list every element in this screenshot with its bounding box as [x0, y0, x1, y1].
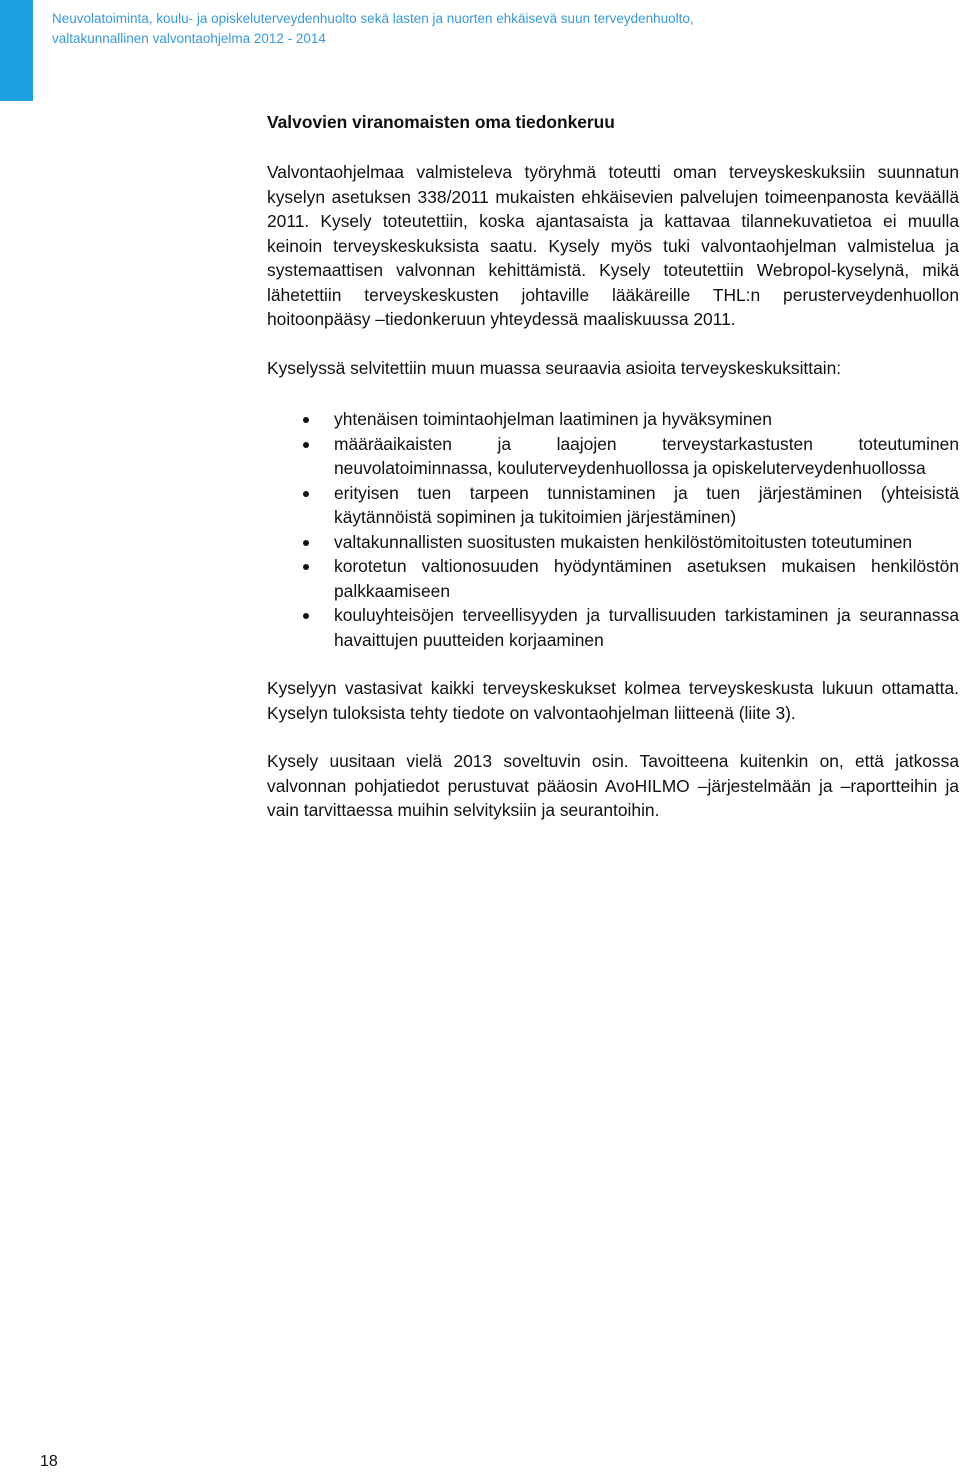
list-item-text: määräaikaisten ja laajojen terveystarkastusten toteutuminen neuvolatoiminnassa, kouluterveydenhuollossa ja opiskeluterveydenhuollossa — [334, 433, 959, 478]
bullet-icon — [303, 540, 309, 546]
main-content — [267, 110, 959, 823]
list-item — [267, 481, 959, 530]
header-line-2: valtakunnallinen valvontaohjelma 2012 - 2014 — [52, 31, 326, 46]
list-item-text: erityisen tuen tarpeen tunnistaminen ja tuen järjestäminen (yhteisistä käytännöistä sopiminen ja tukitoimien järjestäminen) — [334, 482, 959, 527]
paragraph-responses: Kyselyyn vastasivat kaikki terveyskeskukset kolmea terveyskeskusta lukuun ottamatta. Kyselyn tuloksista tehty tiedote on valvontaohjelman liitteenä (liite 3). — [267, 678, 959, 723]
bullet-icon — [303, 613, 309, 619]
bullet-icon — [303, 564, 309, 570]
section-title: Valvovien viranomaisten oma tiedonkeruu — [267, 112, 615, 132]
bullet-icon — [303, 417, 309, 423]
list-item-text: korotetun valtionosuuden hyödyntäminen asetuksen mukaisen henkilöstön palkkaamiseen — [334, 556, 959, 601]
list-item — [267, 603, 959, 652]
paragraph-list-intro: Kyselyssä selvitettiin muun muassa seuraavia asioita terveyskeskuksittain: — [267, 357, 842, 378]
bullet-icon — [303, 442, 309, 448]
header-line-1: Neuvolatoiminta, koulu- ja opiskeluterveydenhuolto sekä lasten ja nuorten ehkäisevä suun terveydenhuolto, — [52, 11, 694, 26]
list-item-text: valtakunnallisten suositusten mukaisten henkilöstömitoitusten toteutuminen — [334, 531, 913, 552]
list-item — [267, 432, 959, 481]
bullet-icon — [303, 491, 309, 497]
running-header — [52, 9, 942, 49]
list-item — [267, 407, 959, 432]
list-item — [267, 554, 959, 603]
header-accent-bar — [0, 0, 33, 101]
paragraph-intro: Valvontaohjelmaa valmisteleva työryhmä toteutti oman terveyskeskuksiin suunnatun kyselyn asetuksen 338/2011 mukaisten ehkäisevien palvelujen toimeenpanosta keväällä 2011. Kysely toteutettiin, koska ajantasaista ja kattavaa tilannekuvatietoa ei muulla keinoin terveyskeskuksista saatu. Kysely myös tuki valvontaohjelman valmistelua ja systemaattisen valvonnan kehittämistä. Kysely toteutettiin Webropol-kyselynä, mikä lähetettiin terveyskeskusten johtaville lääkäreille THL:n perusterveydenhuollon hoitoonpääsy –tiedonkeruun yhteydessä maaliskuussa 2011. — [267, 162, 959, 329]
paragraph-future: Kysely uusitaan vielä 2013 soveltuvin osin. Tavoitteena kuitenkin on, että jatkossa valvonnan pohjatiedot perustuvat pääosin AvoHILMO –järjestelmään ja –raportteihin ja vain tarvittaessa muihin selvityksiin ja seurantoihin. — [267, 751, 959, 820]
list-item — [267, 530, 959, 555]
list-item-text: yhtenäisen toimintaohjelman laatiminen ja hyväksyminen — [334, 409, 772, 429]
page-number: 18 — [40, 1453, 58, 1470]
list-item-text: kouluyhteisöjen terveellisyyden ja turvallisuuden tarkistaminen ja seurannassa havaittujen puutteiden korjaaminen — [334, 605, 959, 650]
topics-list — [267, 407, 959, 652]
